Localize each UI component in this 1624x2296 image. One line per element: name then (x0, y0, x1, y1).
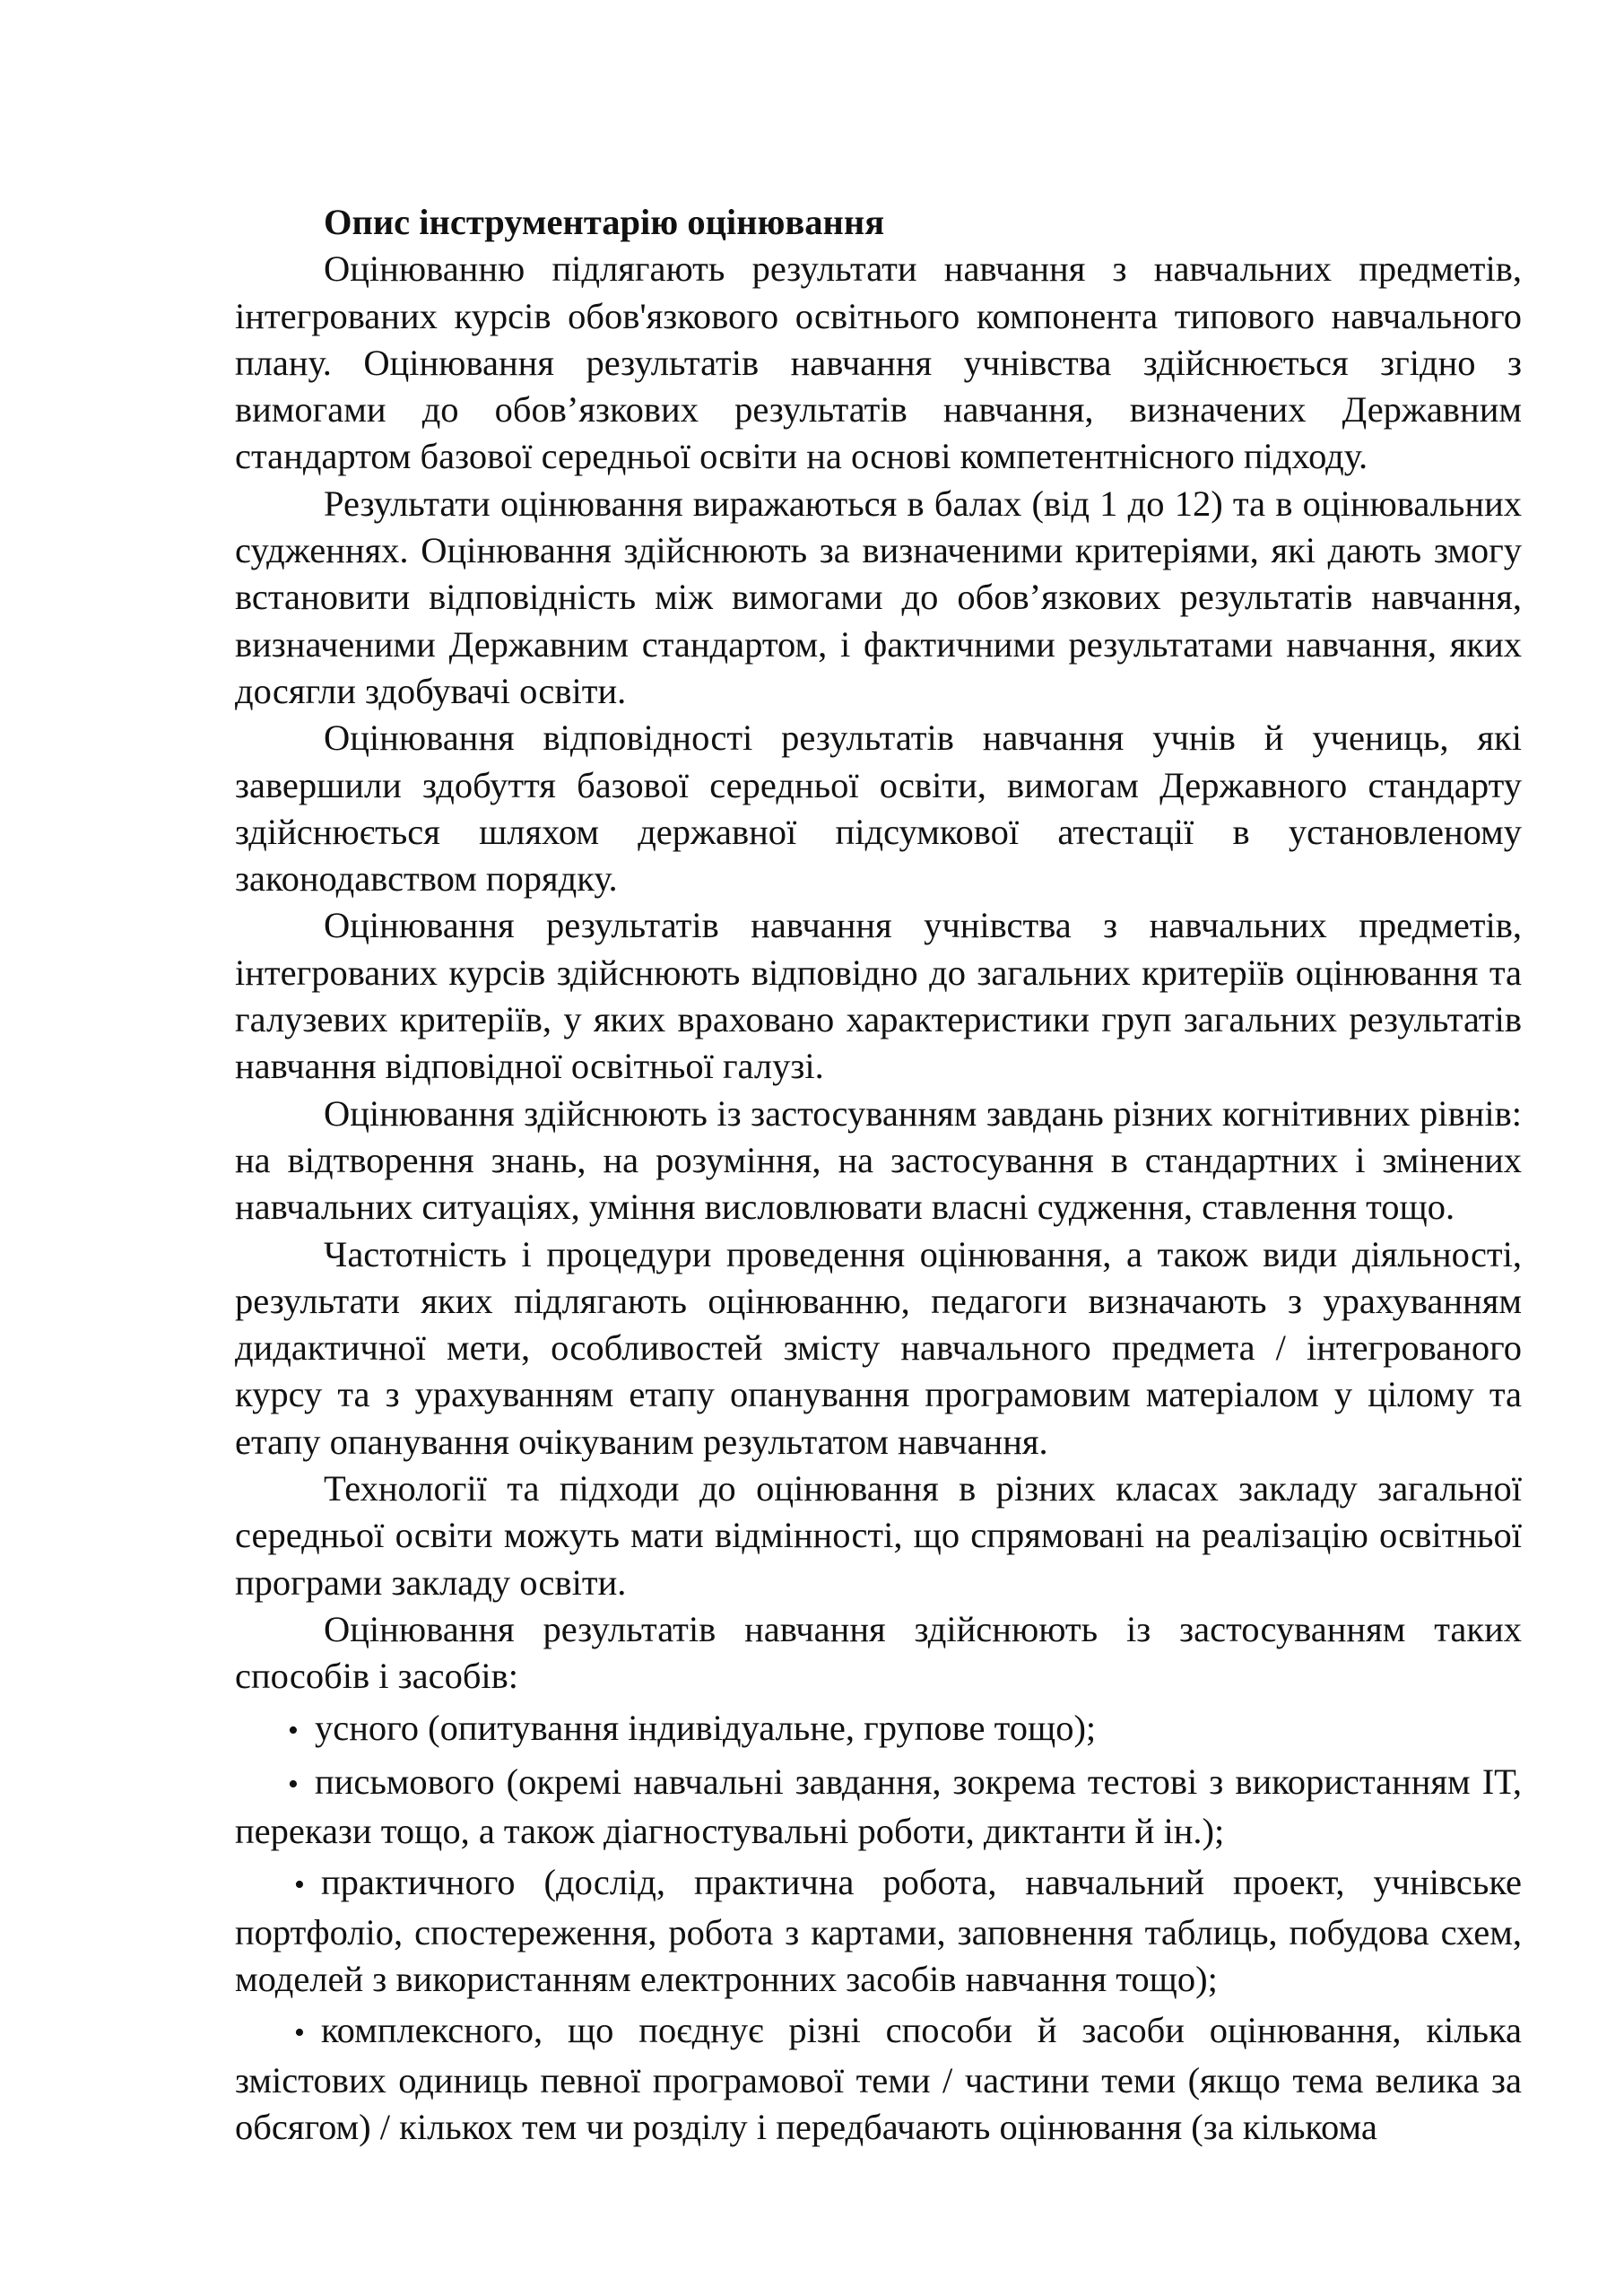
paragraph-6: Частотність і процедури проведення оцінювання, а також види діяльності, результати яких підлягають оцінюванню, педагоги визначають з урахуванням дидактичної мети, особливостей змісту навчального предмета / інтегрованого курсу та з урахуванням етапу опанування програмовим матеріалом у цілому та етапу опанування очікуваним результатом навчання. (235, 1233, 1522, 1462)
list-item-text: комплексного, що поєднує різні способи й засоби оцінювання, кілька змістових одиниць певної програмової теми / частини теми (якщо тема велика за обсягом) / кількох тем чи розділу і передбачають оцінювання (за кількома (235, 2010, 1522, 2147)
paragraph-4: Оцінювання результатів навчання учнівства з навчальних предметів, інтегрованих курсів здійснюють відповідно до загальних критеріїв оцінювання та галузевих критеріїв, у яких враховано характеристики груп загальних результатів навчання відповідної освітньої галузі. (235, 905, 1522, 1087)
paragraph-1: Оцінюванню підлягають результати навчання з навчальних предметів, інтегрованих курсів обов'язкового освітнього компонента типового навчального плану. Оцінювання результатів навчання учнівства здійснюється згідно з вимогами до обов’язкових результатів навчання, визначених Державним стандартом базової середньої освіти на основі компетентнісного підходу. (235, 248, 1522, 477)
paragraph-2: Результати оцінювання виражаються в балах (від 1 до 12) та в оцінювальних судженнях. Оцінювання здійснюють за визначеними критеріями, які дають змогу встановити відповідність між вимогами до обов’язкових результатів навчання, визначеними Державним стандартом, і фактичними результатами навчання, яких досягли здобувачі освіти. (235, 483, 1522, 711)
assessment-methods-list (235, 1705, 1522, 2152)
paragraph-5: Оцінювання здійснюють із застосуванням завдань різних когнітивних рівнів: на відтворення знань, на розуміння, на застосування в стандартних і змінених навчальних ситуаціях, уміння висловлювати власні судження, ставлення тощо. (235, 1092, 1522, 1228)
list-item-text: практичного (дослід, практична робота, навчальний проект, учнівське портфоліо, спостереження, робота з картами, заповнення таблиць, побудова схем, моделей з використанням електронних засобів навчання тощо); (235, 1862, 1522, 1999)
list-item-text: письмового (окремі навчальні завдання, зокрема тестові з використанням ІТ, перекази тощо, а також діагностувальні роботи, диктанти й ін.); (235, 1761, 1522, 1852)
bullet-icon: • (288, 1767, 299, 1801)
document-body (235, 199, 1522, 2155)
list-item-text: усного (опитування індивідуальне, групове тощо); (315, 1707, 1097, 1748)
bullet-icon: • (288, 1713, 299, 1747)
bullet-icon: • (294, 1868, 305, 1902)
list-item (235, 1705, 1522, 1754)
paragraph-3: Оцінювання відповідності результатів навчання учнів й учениць, які завершили здобуття базової середньої освіти, вимогам Державного стандарту здійснюється шляхом державної підсумкової атестації в установленому законодавством порядку. (235, 718, 1522, 900)
list-item (235, 2007, 1522, 2151)
bullet-icon: • (294, 2016, 305, 2050)
paragraph-7: Технології та підходи до оцінювання в різних класах закладу загальної середньої освіти можуть мати відмінності, що спрямовані на реалізацію освітньої програми закладу освіти. (235, 1468, 1522, 1603)
paragraph-8: Оцінювання результатів навчання здійснюють із застосуванням таких способів і засобів: (235, 1608, 1522, 1697)
list-item (235, 1859, 1522, 2003)
document-title: Опис інструментарію оцінювання (324, 202, 885, 242)
list-item (235, 1759, 1522, 1856)
